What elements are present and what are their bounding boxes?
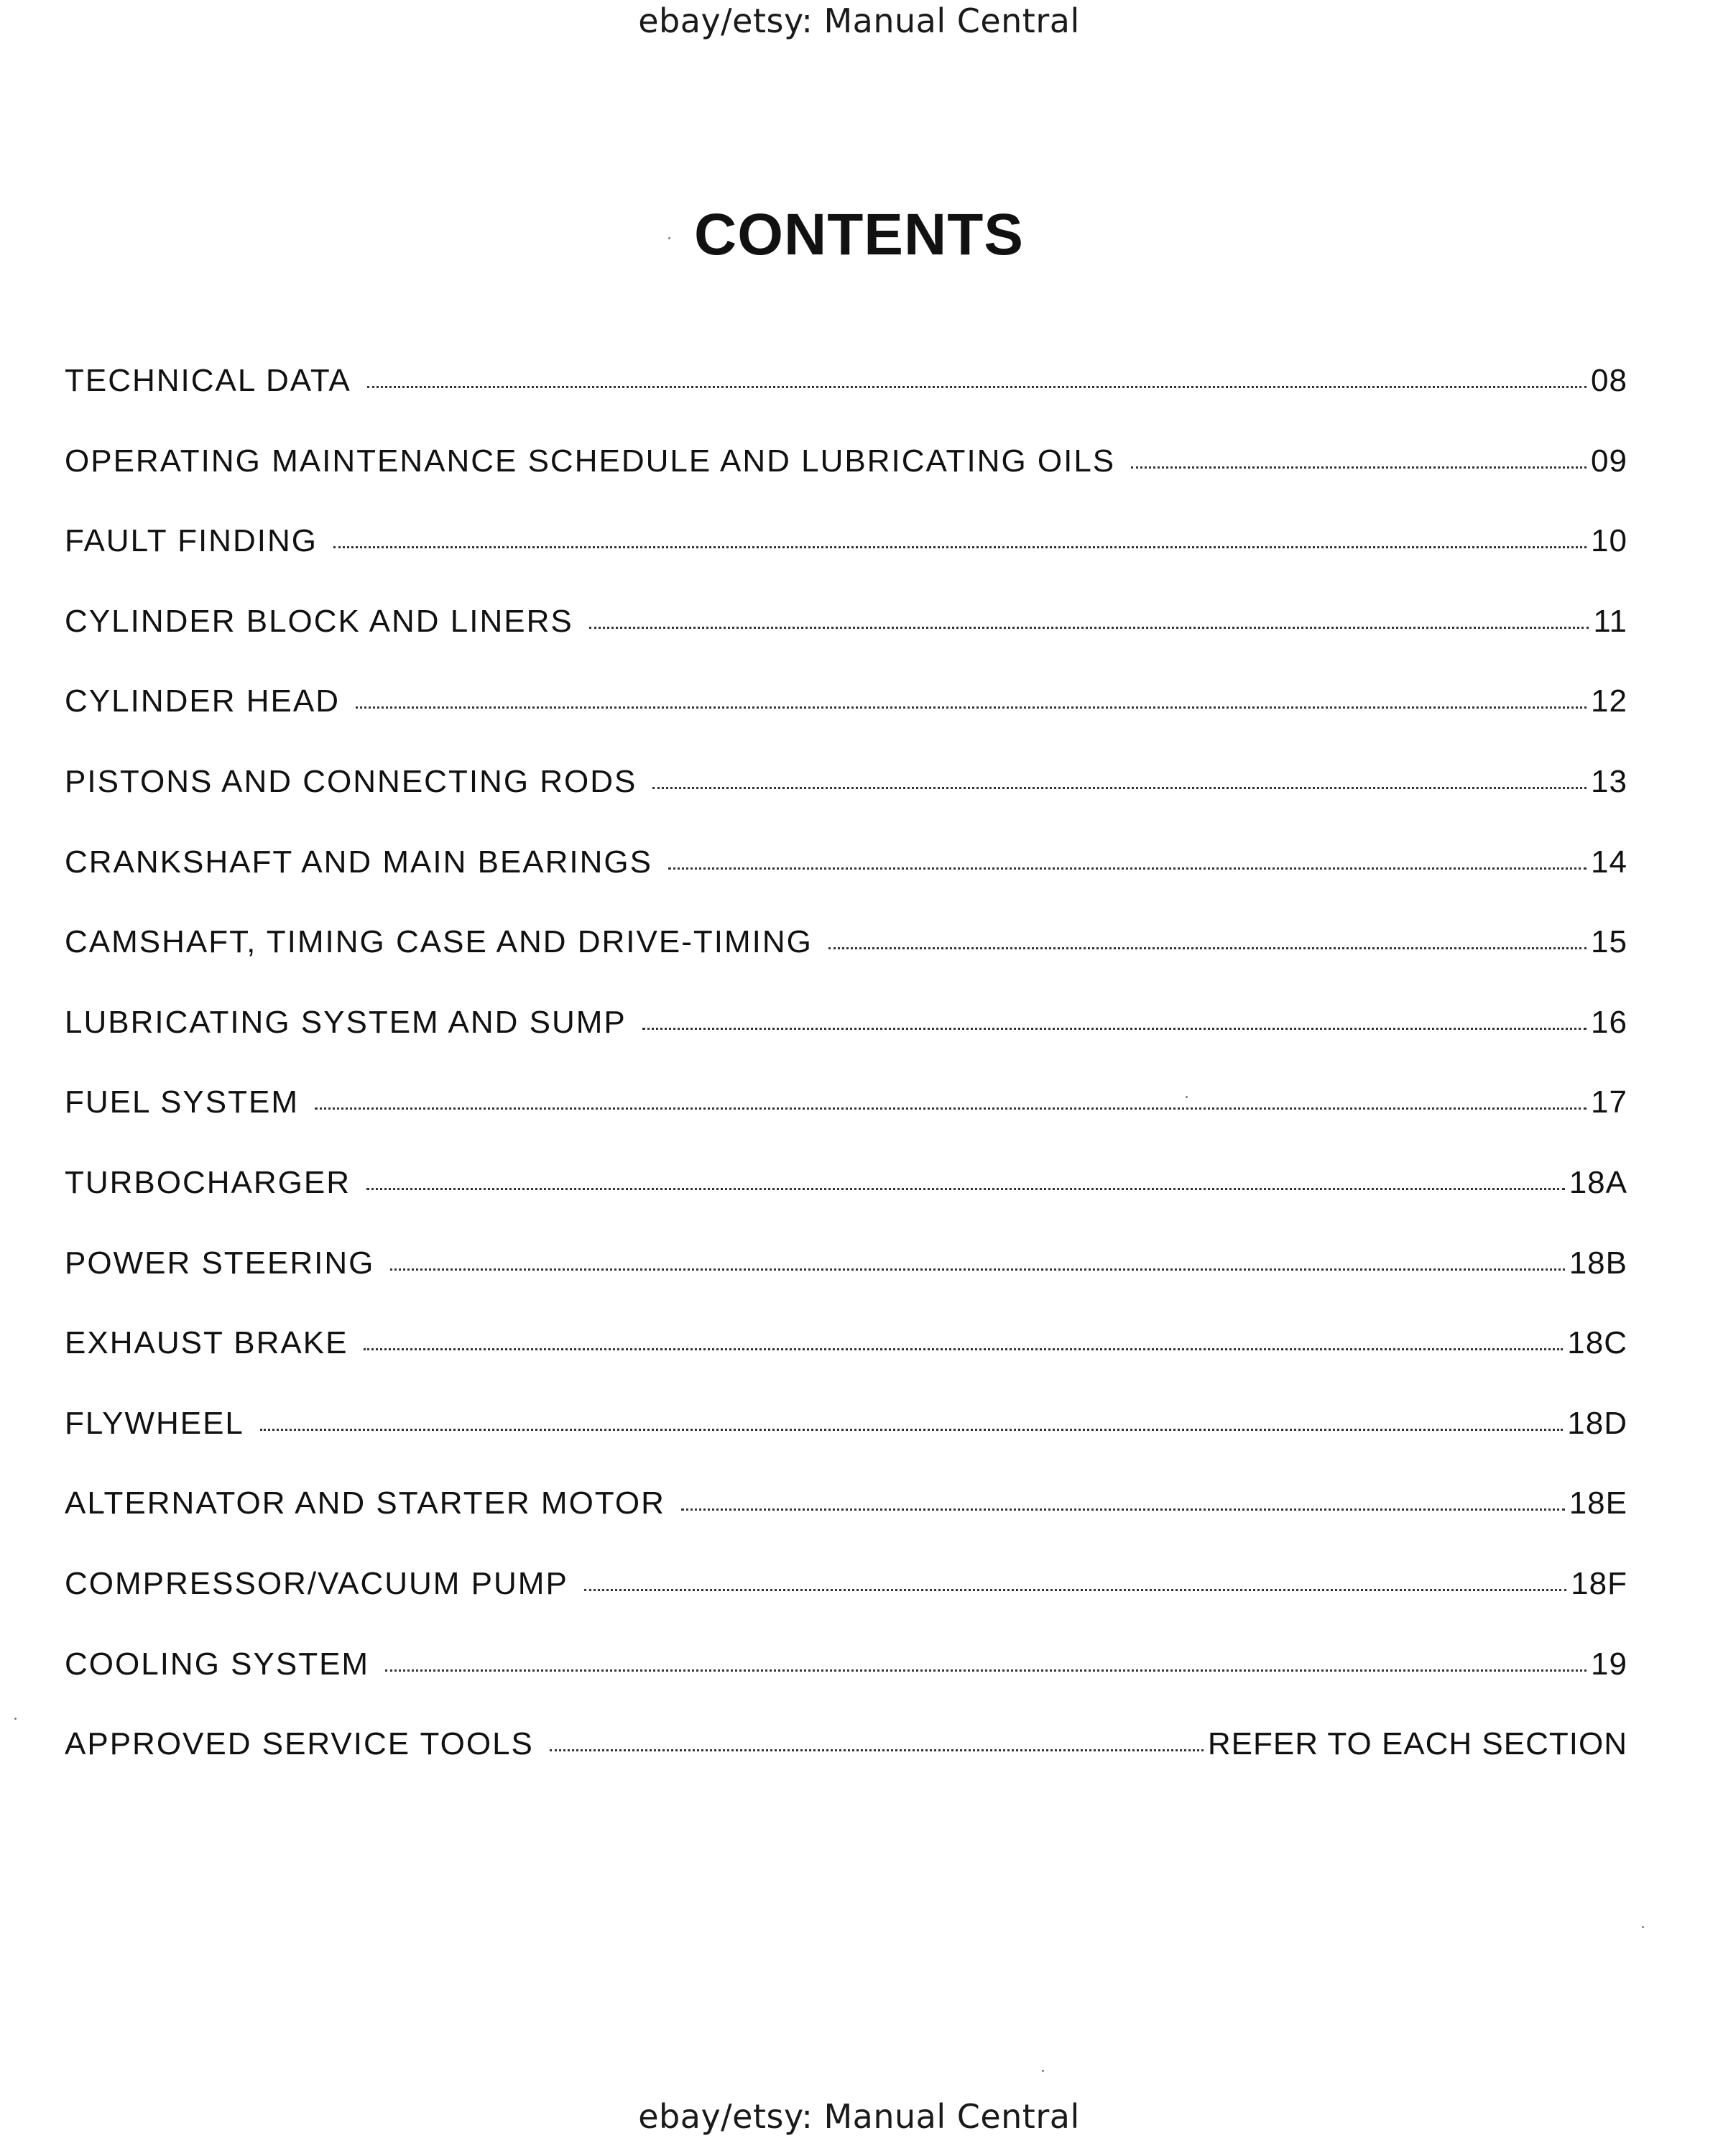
toc-entry-label: LUBRICATING SYSTEM AND SUMP (65, 1004, 627, 1040)
scan-speck (1042, 2070, 1044, 2072)
dot-leader (366, 1188, 1565, 1190)
scan-speck (14, 1718, 17, 1720)
toc-entry-label: FUEL SYSTEM (65, 1084, 299, 1120)
toc-entry-label: CRANKSHAFT AND MAIN BEARINGS (65, 844, 652, 880)
dot-leader (1131, 466, 1587, 469)
toc-entry-label: CAMSHAFT, TIMING CASE AND DRIVE-TIMING (65, 924, 813, 960)
toc-entry-page: 18A (1569, 1164, 1627, 1200)
toc-entry[interactable] (65, 1325, 1627, 1406)
dot-leader (385, 1669, 1587, 1672)
toc-entry-page: 16 (1591, 1004, 1627, 1040)
dot-leader (333, 546, 1587, 548)
toc-entry[interactable] (65, 764, 1627, 844)
dot-leader (681, 1508, 1565, 1511)
toc-entry-label: PISTONS AND CONNECTING RODS (65, 763, 637, 799)
toc-entry-page: 08 (1591, 363, 1627, 398)
toc-entry-label: TECHNICAL DATA (65, 363, 351, 398)
scan-speck (668, 237, 670, 239)
dot-leader (642, 1028, 1587, 1030)
toc-entry[interactable] (65, 1084, 1627, 1165)
toc-entry[interactable] (65, 1566, 1627, 1646)
toc-entry-page: 09 (1591, 443, 1627, 479)
toc-entry[interactable] (65, 1646, 1627, 1727)
toc-entry[interactable] (65, 924, 1627, 1005)
scan-speck (1186, 1096, 1188, 1098)
toc-entry[interactable] (65, 1005, 1627, 1085)
toc-entry[interactable] (65, 443, 1627, 524)
toc-entry-page: 10 (1591, 523, 1627, 559)
toc-entry-page: 17 (1591, 1084, 1627, 1120)
header-watermark: ebay/etsy: Manual Central (638, 1, 1080, 40)
toc-entry[interactable] (65, 1406, 1627, 1486)
toc-entry-label: CYLINDER BLOCK AND LINERS (65, 603, 573, 639)
contents-list (65, 363, 1627, 1807)
toc-entry-page: 13 (1591, 763, 1627, 799)
toc-entry-label: OPERATING MAINTENANCE SCHEDULE AND LUBRICATING OILS (65, 443, 1116, 479)
footer-watermark: ebay/etsy: Manual Central (638, 2097, 1080, 2136)
toc-entry[interactable] (65, 683, 1627, 764)
toc-entry-page: 18B (1569, 1245, 1627, 1281)
toc-entry[interactable] (65, 1485, 1627, 1566)
dot-leader (315, 1107, 1587, 1110)
toc-entry-label: COOLING SYSTEM (65, 1646, 370, 1682)
dot-leader (668, 867, 1587, 870)
scan-speck (1642, 1926, 1644, 1928)
toc-entry-page: REFER TO EACH SECTION (1207, 1726, 1627, 1762)
toc-entry-label: CYLINDER HEAD (65, 683, 340, 719)
toc-entry-page: 18D (1567, 1405, 1627, 1441)
toc-entry-label: FAULT FINDING (65, 523, 318, 559)
dot-leader (584, 1589, 1566, 1591)
dot-leader (589, 627, 1589, 629)
dot-leader (550, 1749, 1204, 1751)
dot-leader (260, 1429, 1563, 1431)
toc-entry[interactable] (65, 1165, 1627, 1245)
toc-entry[interactable] (65, 844, 1627, 925)
toc-entry[interactable] (65, 1726, 1627, 1807)
toc-entry[interactable] (65, 604, 1627, 684)
toc-entry-page: 18E (1569, 1485, 1627, 1521)
toc-entry-page: 18C (1567, 1325, 1627, 1361)
toc-entry[interactable] (65, 363, 1627, 443)
toc-entry-page: 11 (1593, 603, 1627, 639)
toc-entry-page: 14 (1591, 844, 1627, 880)
toc-entry-label: EXHAUST BRAKE (65, 1325, 348, 1361)
toc-entry-label: ALTERNATOR AND STARTER MOTOR (65, 1485, 665, 1521)
toc-entry-page: 12 (1591, 683, 1627, 719)
toc-entry-label: APPROVED SERVICE TOOLS (65, 1726, 534, 1762)
dot-leader (828, 947, 1587, 949)
toc-entry-page: 15 (1591, 924, 1627, 960)
toc-entry[interactable] (65, 1245, 1627, 1326)
dot-leader (652, 787, 1587, 789)
toc-entry-label: COMPRESSOR/VACUUM PUMP (65, 1565, 568, 1601)
dot-leader (390, 1268, 1564, 1271)
toc-entry-label: TURBOCHARGER (65, 1164, 351, 1200)
dot-leader (356, 706, 1587, 709)
toc-entry[interactable] (65, 523, 1627, 604)
dot-leader (364, 1348, 1563, 1350)
toc-entry-page: 18F (1571, 1565, 1627, 1601)
dot-leader (367, 386, 1587, 388)
toc-entry-page: 19 (1591, 1646, 1627, 1682)
page-title: CONTENTS (694, 202, 1024, 267)
toc-entry-label: FLYWHEEL (65, 1405, 244, 1441)
toc-entry-label: POWER STEERING (65, 1245, 375, 1281)
